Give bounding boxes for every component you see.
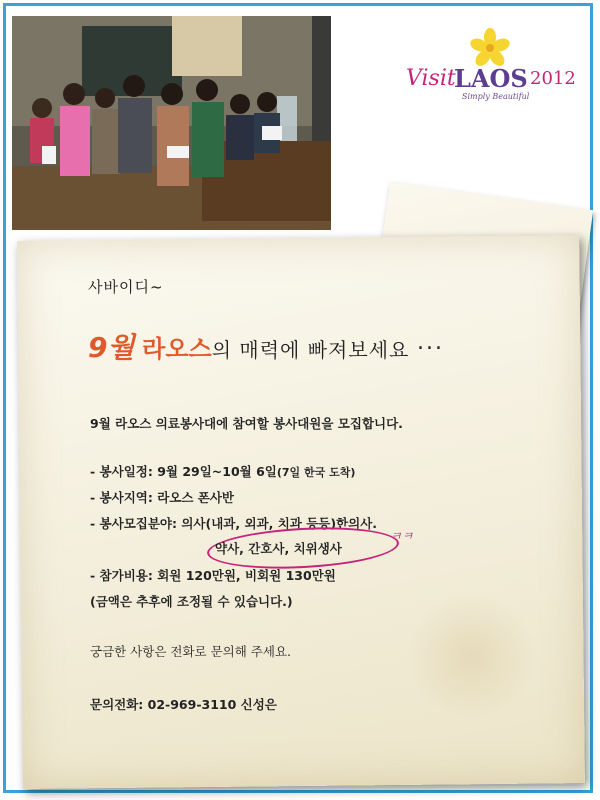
headline-dots: ... [416, 330, 444, 355]
field-line: - 봉사모집분야: 의사(내과, 외과, 치과 등등)한의사. [90, 516, 378, 531]
cost-line: - 참가비용: 회원 120만원, 비회원 130만원 [90, 568, 336, 583]
scribble-mark: ㅋㅋ [390, 529, 414, 543]
headline-month: 9월 [88, 331, 135, 364]
logo-laos-text: LAOS [454, 64, 528, 93]
intro-text: 9월 라오스 의료봉사대에 참여할 봉사대원을 모집합니다. [90, 416, 403, 431]
greeting: 사바이디~ [88, 278, 164, 296]
logo-visit-text: Visit [406, 66, 456, 91]
region-line: - 봉사지역: 라오스 폰사반 [90, 490, 234, 505]
schedule-text: - 봉사일정: 9월 29일~10월 6일 [90, 464, 277, 479]
logo-tagline: Simply Beautiful [462, 92, 530, 101]
logo-year-text: 2012 [530, 68, 576, 89]
headline-laos: 라오스 [142, 335, 212, 363]
schedule-line [90, 462, 355, 480]
cost-note-line: (금액은 추후에 조정될 수 있습니다.) [90, 594, 293, 609]
schedule-note: (7일 한국 도착) [276, 466, 356, 479]
frangipani-flower-icon [470, 28, 510, 68]
headline-rest: 의 매력에 빠져보세요 [211, 338, 410, 362]
paper-stain [401, 595, 542, 716]
visit-laos-logo [400, 28, 585, 108]
headline [88, 326, 444, 366]
contact-line: 문의전화: 02-969-3110 신성은 [90, 697, 277, 712]
classroom-scene [12, 16, 333, 232]
children-photo [10, 14, 333, 232]
question-line: 궁금한 사항은 전화로 문의해 주세요. [90, 644, 291, 659]
field-circled-line: 약사, 간호사, 치위생사 [215, 541, 342, 556]
